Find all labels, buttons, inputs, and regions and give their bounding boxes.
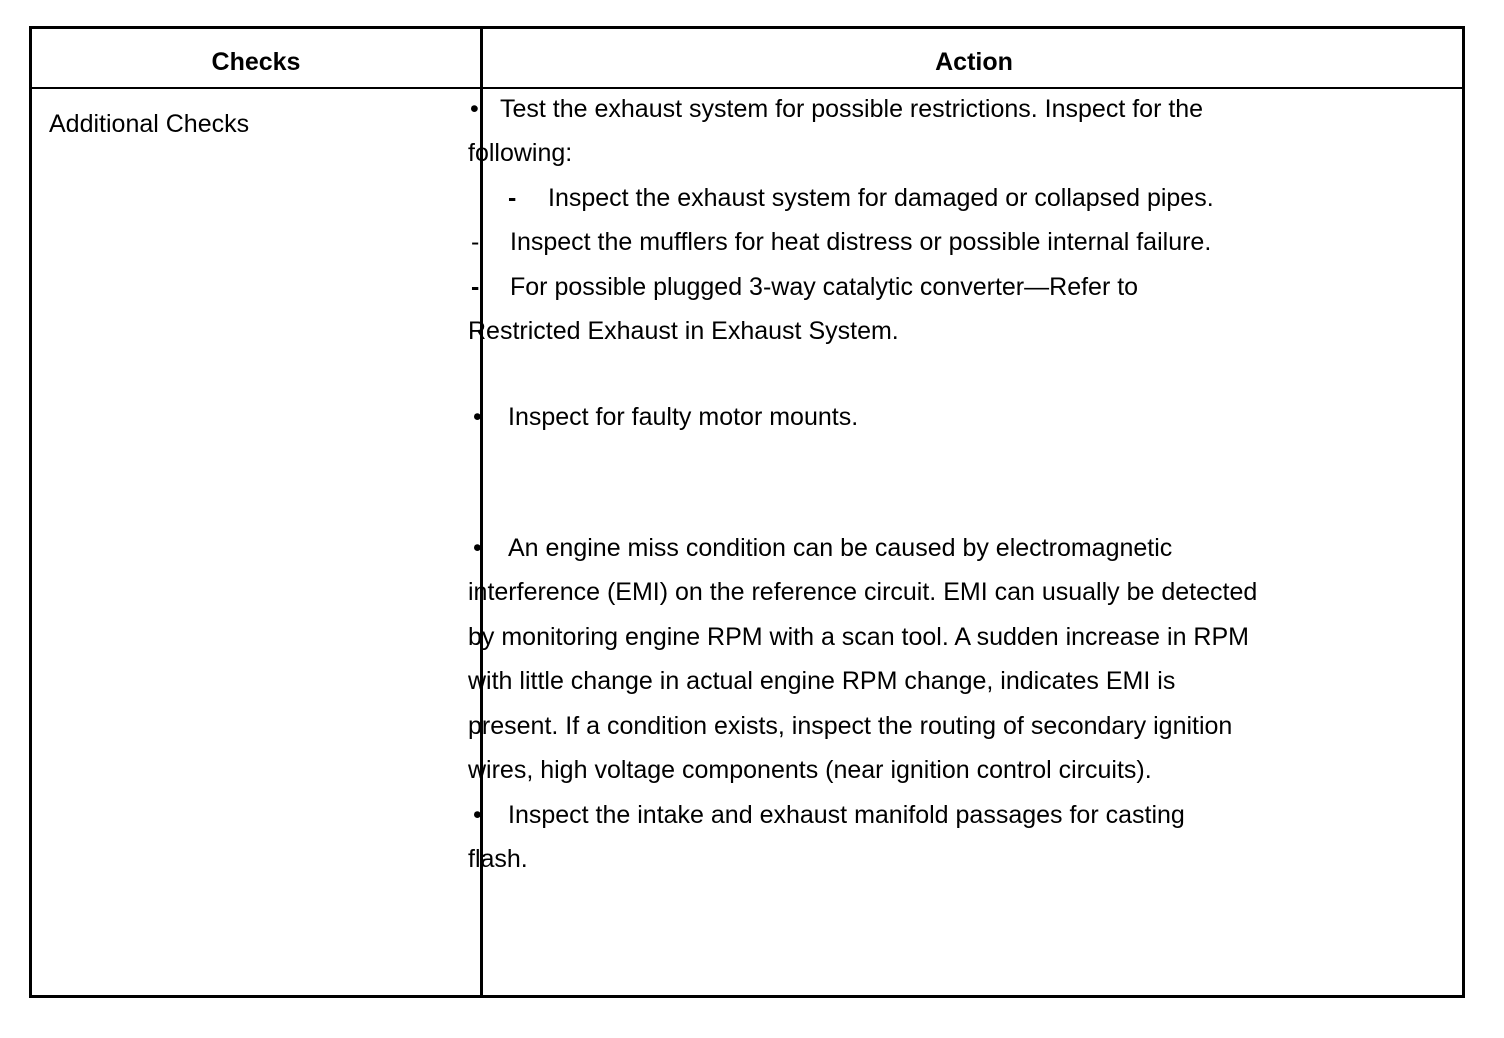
- dash-marker: -: [471, 273, 480, 301]
- action-text: wires, high voltage components (near ignition control circuits).: [468, 756, 1152, 784]
- action-text: Inspect the exhaust system for damaged or collapsed pipes.: [548, 184, 1214, 212]
- bullet-marker: •: [473, 534, 482, 562]
- action-line: [508, 183, 1214, 213]
- action-line: [468, 666, 1175, 696]
- action-line: [468, 316, 899, 346]
- action-text: Inspect the intake and exhaust manifold passages for casting: [508, 801, 1185, 829]
- action-text: present. If a condition exists, inspect the routing of secondary ignition: [468, 712, 1233, 740]
- action-line: [473, 533, 1173, 563]
- action-line: [468, 577, 1257, 607]
- action-cell: [468, 80, 1428, 960]
- action-line: [473, 402, 859, 432]
- action-text: flash.: [468, 845, 528, 873]
- bullet-marker: •: [470, 95, 479, 123]
- header-action: Action: [935, 48, 1013, 76]
- action-text: For possible plugged 3-way catalytic converter—Refer to: [510, 273, 1139, 301]
- header-checks: Checks: [211, 48, 301, 76]
- action-line: [468, 138, 572, 168]
- action-text: Inspect the mufflers for heat distress or possible internal failure.: [510, 228, 1212, 256]
- dash-marker: -: [508, 184, 517, 212]
- action-text: following:: [468, 139, 573, 167]
- action-line: [471, 272, 1139, 302]
- action-line: [468, 622, 1249, 652]
- action-line: [471, 227, 1212, 257]
- action-line: [473, 800, 1185, 830]
- action-line: [470, 94, 1204, 124]
- check-label: Additional Checks: [49, 110, 250, 138]
- action-line: [468, 711, 1232, 741]
- bullet-marker: •: [473, 801, 482, 829]
- action-line: [468, 844, 528, 874]
- action-text: Restricted Exhaust in Exhaust System.: [468, 317, 899, 345]
- action-text: Inspect for faulty motor mounts.: [508, 403, 859, 431]
- action-line: [468, 755, 1152, 785]
- action-text: interference (EMI) on the reference circuit. EMI can usually be detected: [468, 578, 1258, 606]
- dash-marker: -: [471, 228, 480, 256]
- action-text: by monitoring engine RPM with a scan tool. A sudden increase in RPM: [468, 623, 1249, 651]
- action-text: An engine miss condition can be caused by electromagnetic: [508, 534, 1173, 562]
- action-text: Test the exhaust system for possible restrictions. Inspect for the: [500, 95, 1204, 123]
- action-text: with little change in actual engine RPM change, indicates EMI is: [468, 667, 1176, 695]
- bullet-marker: •: [473, 403, 482, 431]
